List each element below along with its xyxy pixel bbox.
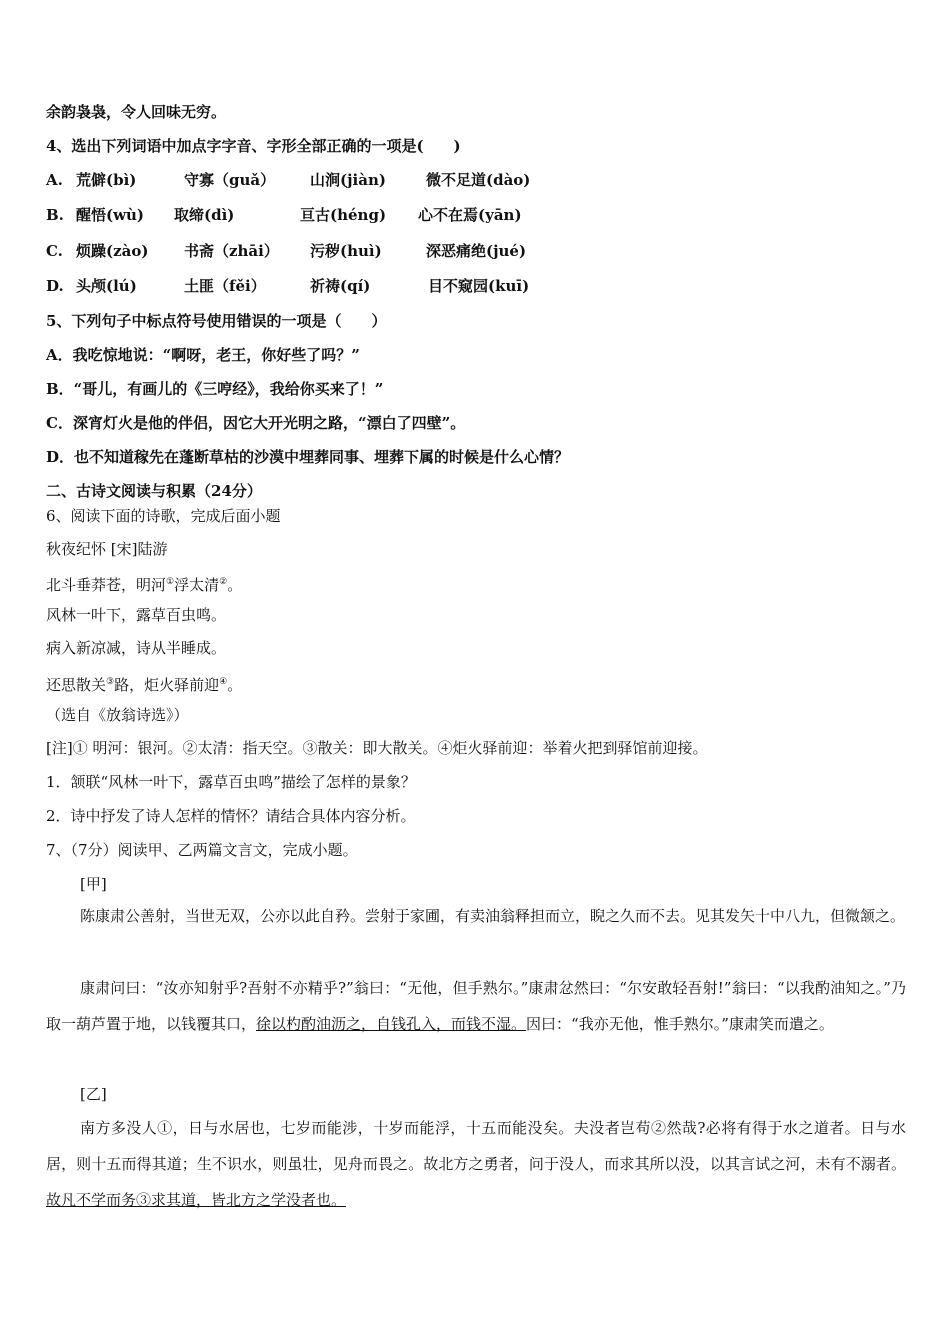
q5-option-c: C．深宵灯火是他的伴侣，因它大开光明之路，“漂白了四壁”。 — [46, 414, 466, 432]
text-jia-label: [甲] — [80, 875, 107, 893]
text-jia-paragraph-1: 陈康肃公善射，当世无双，公亦以此自矜。尝射于家圃，有卖油翁释担而立，睨之久而不去。见其发矢十中八九，但微颔之。 — [80, 907, 906, 925]
section-2-title: 二、古诗文阅读与积累（24分） — [46, 482, 262, 500]
poem-line-2: 风林一叶下，露草百虫鸣。 — [46, 606, 227, 624]
poem-notes: [注]① 明河：银河。②太清：指天空。③散关：即大散关。④炬火驿前迎：举着火把到驿馆前迎接。 — [46, 739, 708, 757]
underlined-sentence: 徐以杓酌油沥之，自钱孔入，而钱不湿。 — [256, 1015, 527, 1033]
q4-option-item: 微不足道(dào) — [426, 171, 531, 189]
text-jia-paragraph-2: 康肃问曰：“汝亦知射乎?吾射不亦精乎?”翁曰：“无他，但手熟尔。”康肃忿然曰：“尔安敢轻吾射!”翁曰：“以我酌油知之。”乃取一葫芦置于地，以钱覆其口，徐以杓酌油沥之，自钱孔入，而钱不湿。因曰：“我亦无他，惟手熟尔。”康肃笑而遣之。 — [46, 979, 906, 1033]
q6-sub-question-1: 1．颔联“风林一叶下，露草百虫鸣”描绘了怎样的景象？ — [46, 773, 416, 791]
text-yi-label: [乙] — [80, 1085, 107, 1103]
continuation-line: 余韵袅袅，令人回味无穷。 — [46, 103, 227, 121]
q7-stem: 7、（7分）阅读甲、乙两篇文言文，完成小题。 — [46, 841, 358, 859]
q4-option-item: 取缔(dì) — [174, 206, 235, 224]
q4-option-item: 醒悟(wù) — [76, 206, 145, 224]
q4-option-item: 守寡（guǎ） — [184, 171, 276, 189]
poem-source: （选自《放翁诗选》） — [46, 706, 189, 724]
q6-stem: 6、阅读下面的诗歌，完成后面小题 — [46, 507, 281, 525]
q4-option-item: 书斋（zhāi） — [184, 242, 279, 260]
q4-option-item: 头颅(lú) — [76, 277, 137, 295]
q5-option-d: D．也不知道稼先在蓬断草枯的沙漠中埋葬同事、埋葬下属的时候是什么心情？ — [46, 448, 570, 466]
q4-stem: 4、选出下列词语中加点字字音、字形全部正确的一项是( ) — [46, 137, 461, 155]
q4-option-item: 目不窥园(kuī) — [428, 277, 530, 295]
q4-option-item: 烦躁(zào) — [76, 242, 149, 260]
q5-option-a: A．我吃惊地说：“啊呀，老王，你好些了吗？” — [46, 346, 360, 364]
q4-option-item: 亘古(héng) — [300, 206, 387, 224]
q5-stem: 5、下列句子中标点符号使用错误的一项是（ ） — [46, 312, 387, 330]
q4-option-item: 山涧(jiàn) — [310, 171, 386, 189]
q4-option-item: 心不在焉(yān) — [418, 206, 522, 224]
poem-line-4: 还思散关③路，炬火驿前迎④。 — [46, 676, 243, 694]
q4-option-item: 荒僻(bì) — [76, 171, 137, 189]
underlined-sentence: 故凡不学而务③求其道，皆北方之学没者也。 — [46, 1191, 347, 1209]
q5-option-b: B．“哥儿，有画儿的《三哼经》，我给你买来了！” — [46, 380, 384, 398]
text-yi-paragraph-1: 南方多没人①，日与水居也，七岁而能涉，十岁而能浮，十五而能没矣。夫没者岂苟②然哉?必将有得于水之道者。日与水居，则十五而得其道；生不识水，则虽壮，见舟而畏之。故北方之勇者，问于没人，而求其所以没，以其言试之河，未有不溺者。故凡不学而务③求其道，皆北方之学没者也。 — [46, 1119, 906, 1209]
q4-option-item: 土匪（fěi） — [184, 277, 266, 295]
poem-title: 秋夜纪怀 [宋]陆游 — [46, 540, 168, 558]
poem-line-1: 北斗垂莽苍，明河①浮太清②。 — [46, 576, 243, 594]
q4-option-item: 深恶痛绝(jué) — [426, 242, 527, 260]
q4-option-item: 祈祷(qí) — [310, 277, 371, 295]
q6-sub-question-2: 2．诗中抒发了诗人怎样的情怀？请结合具体内容分析。 — [46, 807, 416, 825]
q4-option-item: 污秽(huì) — [310, 242, 382, 260]
poem-line-3: 病入新凉减，诗从半睡成。 — [46, 639, 227, 657]
document-page: 余韵袅袅，令人回味无穷。 4、选出下列词语中加点字字音、字形全部正确的一项是( ) A. 荒僻(bì) 守寡（guǎ） 山涧(jiàn) 微不足道(dào) B. 醒悟(wù) 取缔(dì) 亘古(héng) 心不在焉(yān) C. 烦躁(zào) 书斋（zhāi） 污秽(huì) 深恶痛绝(jué) D. 头颅(lú) 土匪（fěi） 祈祷(qí) 目不窥园(kuī) 5、下列句子中标点符号使用错误的一项是（ ） A．我吃惊地说：“啊呀，老王，你好些了吗？” B．“哥儿，有画儿的《三哼经》，我给你买来了！” C．深宵灯火是他的伴侣，因它大开光明之路，“漂白了四壁”。 D．也不知道稼先在蓬断草枯的沙漠中埋葬同事、埋葬下属的时候是什么心情？ 二、古诗文阅读与积累（24分） 6、阅读下面的诗歌，完成后面小题 秋夜纪怀 [宋]陆游 北斗垂莽苍，明河①浮太清②。 风林一叶下，露草百虫鸣。 病入新凉减，诗从半睡成。 还思散关③路，炬火驿前迎④。 （选自《放翁诗选》） [注]① 明河：银河。②太清：指天空。③散关：即大散关。④炬火驿前迎：举着火把到驿馆前迎接。 1．颔联“风林一叶下，露草百虫鸣”描绘了怎样的景象？ 2．诗中抒发了诗人怎样的情怀？请结合具体内容分析。 7、（7分）阅读甲、乙两篇文言文，完成小题。 [甲] 陈康肃公善射，当世无双，公亦以此自矜。尝射于家圃，有卖油翁释担而立，睨之久而不去。见其发矢十中八九，但微颔之。 康肃问曰：“汝亦知射乎?吾射不亦精乎?”翁曰：“无他，但手熟尔。”康肃忿然曰：“尔安敢轻吾射!”翁曰：“以我酌油知之。”乃取一葫芦置于地，以钱覆其口，徐以杓酌油沥之，自钱孔入，而钱不湿。因曰：“我亦无他，惟手熟尔。”康肃笑而遣之。 [乙] 南方多没人①，日与水居也，七岁而能涉，十岁而能浮，十五而能没矣。夫没者岂苟②然哉?必将有得于水之道者。日与水居，则十五而得其道；生不识水，则虽壮，见舟而畏之。故北方之勇者，问于没人，而求其所以没，以其言试之河，未有不溺者。故凡不学而务③求其道，皆北方之学没者也。 — [0, 0, 950, 1344]
